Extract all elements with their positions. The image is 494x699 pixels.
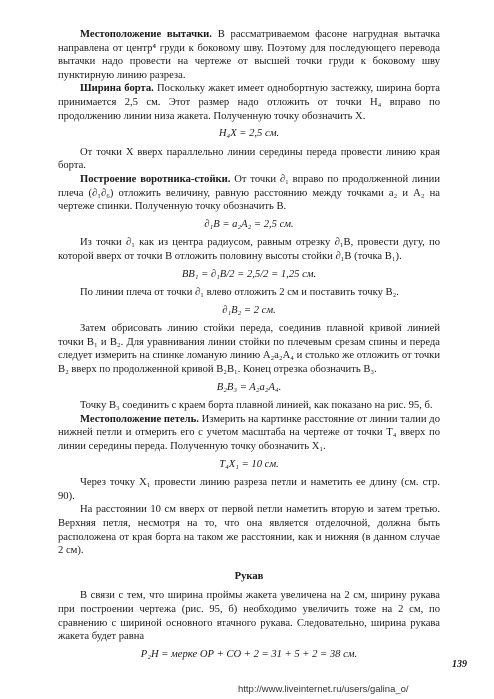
formula-rukav: P₂H = мерке ОР + СО + 2 = 31 + 5 + 2 = 38 см. <box>140 648 358 660</box>
paragraph-text: Измерить на картинке расстояние от линии талии до нижней петли и отмерить его с учетом масштаба на чертеже от точки Т₄ вверх по линии середины переда. Полученную точку обозначить X₁. <box>58 413 440 453</box>
paragraph-vorotnik-3: По линии плеча от точки ∂₁ влево отложить 2 см и поставить точку В₂. <box>80 287 399 299</box>
formula-vorotnik-2: BB₁ = ∂₁B/2 = 2,5/2 = 1,25 см. <box>181 268 317 280</box>
paragraph-petli <box>58 413 440 454</box>
paragraph-petli-3: На расстоянии 10 см вверх от первой петли наметить вторую и затем третью. Верхняя петля, несмотря на то, что она является отделочной, должна быть расположена от края борта на таком же расстоянии, как и нижняя (в данном случае 2 см). <box>58 504 440 557</box>
formula-vorotnik-1: ∂₁B = a₂A₂ = 2,5 см. <box>204 218 294 230</box>
paragraph-vorotnik-2: Из точки ∂₁ как из центра радиусом, равным отрезку ∂₁B, провести дугу, по которой вверх от точки B отложить половину высоты стойки ∂₁B (точка B₁). <box>58 237 440 262</box>
paragraph-bort <box>58 82 440 123</box>
formula-petli: T₄X₁ = 10 см. <box>219 458 279 470</box>
paragraph-vytachka <box>58 28 440 82</box>
formula-bort: H₄X = 2,5 см. <box>218 128 280 140</box>
formula-vorotnik-3: ∂₁B₂ = 2 см. <box>222 304 276 316</box>
paragraph-vorotnik <box>58 173 440 214</box>
paragraph-rukav: В связи с тем, что ширина проймы жакета увеличена на 2 см, ширину рукава при построении чертежа (рис. 95, б) необходимо увеличить тоже на 2 см, по сравнению с шириной основного втачного рукава. Следовательно, ширина рукава жакета будет равна <box>58 590 440 643</box>
formula-vorotnik-4: B₂B₃ = A₂a₂A₄. <box>216 381 282 393</box>
rule-title-petli: Местоположение петель. <box>80 413 199 425</box>
page-body <box>58 28 440 666</box>
paragraph-text: От точки ∂₁ вправо по продолженной линии плеча (∂₁∂₆) отложить величину, равную расстоянию между точками а₂ и А₂ на чертеже спинки. Полученную точку обозначить В. <box>58 173 440 213</box>
paragraph-text: Поскольку жакет имеет однобортную застежку, ширина борта принимается 2,5 см. Этот размер надо отложить от точки Н₄ вправо по продолжению линии низа жакета. Полученную точку обозначить X. <box>58 83 440 122</box>
rule-title-vytachka: Местоположение вытачки. <box>80 29 212 40</box>
paragraph-petli-2: Через точку X₁ провести линию разреза петли и наметить ее длину (см. стр. 90). <box>58 477 440 502</box>
watermark-url: http://www.liveinternet.ru/users/galina_o/ <box>238 684 409 695</box>
paragraph-bort-after: От точки X вверх параллельно линии середины переда провести линию края борта. <box>58 146 440 172</box>
paragraph-text: В рассматриваемом фасоне нагрудная вытачка направлена от центр⁴ груди к боковому шву. Поэтому для последующего перевода вытачки надо провести на чертеже от высшей точки груди к боковому шву пунктирную линию разреза. <box>58 29 440 81</box>
rule-title-bort: Ширина борта. <box>80 83 154 95</box>
paragraph-vorotnik-5: Точку B₃ соединить с краем борта плавной линией, как показано на рис. 95, б. <box>80 400 433 412</box>
section-heading-rukav: Рукав <box>234 570 264 582</box>
paragraph-vorotnik-4: Затем обрисовать линию стойки переда, соединив плавной кривой линией точки B₁ и B₂. Для уравнивания линии стойки по плечевым срезам спины и переда следует измерить на спинке ломаную линию A₂a₂A₄ и столько же отложить от точки B₂ вверх по продолженной кривой B₂B₁. Конец отрезка обозначить B₃. <box>58 323 440 376</box>
rule-title-vorotnik: Построение воротника-стойки. <box>80 173 231 185</box>
page-number: 139 <box>452 659 467 670</box>
